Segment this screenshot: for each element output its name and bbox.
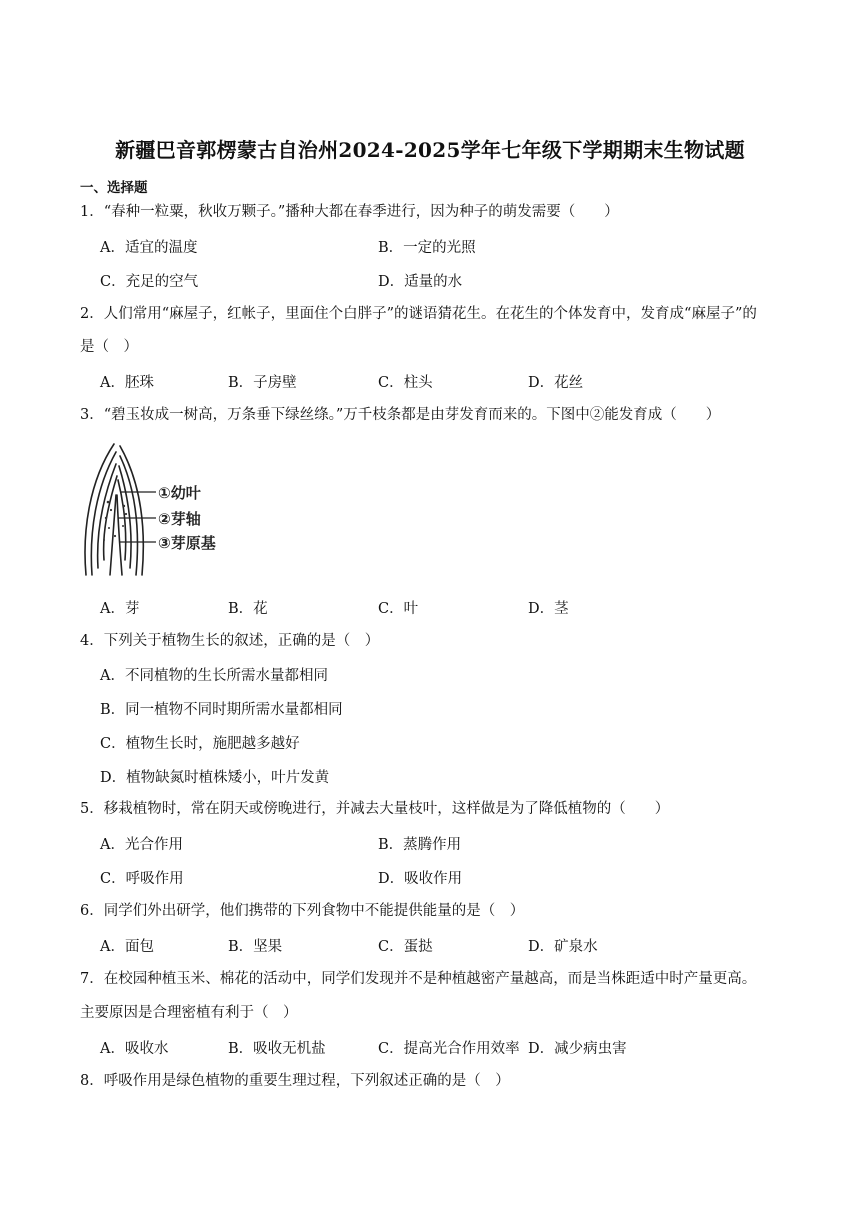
question-6-option-c: C．蛋挞 <box>378 939 433 955</box>
question-6-option-a: A．面包 <box>100 939 154 955</box>
question-2-stem-line1: 2．人们常用“麻屋子，红帐子，里面住个白胖子”的谜语猜花生。在花生的个体发育中，发育成“麻屋子”的 <box>80 306 757 322</box>
question-2-stem-line2: 是（ ） <box>80 339 138 355</box>
question-8-stem: 8．呼吸作用是绿色植物的重要生理过程，下列叙述正确的是（ ） <box>80 1073 510 1089</box>
page-title: 新疆巴音郭楞蒙古自治州2024-2025学年七年级下学期期末生物试题 <box>115 138 745 162</box>
question-7-option-a: A．吸收水 <box>100 1041 169 1057</box>
question-2-option-c: C．柱头 <box>378 375 433 391</box>
question-3-option-c: C．叶 <box>378 601 419 617</box>
question-6-option-b: B．坚果 <box>228 939 283 955</box>
question-7-option-d: D．减少病虫害 <box>528 1041 627 1057</box>
question-4-option-c: C．植物生长时，施肥越多越好 <box>100 736 300 752</box>
question-1-option-d: D．适量的水 <box>378 274 463 290</box>
bud-label-bud-axis: ②芽轴 <box>158 510 201 528</box>
section-heading: 一、选择题 <box>80 180 148 196</box>
question-3-option-a: A．芽 <box>100 601 140 617</box>
question-7-stem-line1: 7．在校园种植玉米、棉花的活动中，同学们发现并不是种植越密产量越高，而是当株距适中时产量更高。 <box>80 971 757 987</box>
question-5-option-a: A．光合作用 <box>100 837 183 853</box>
question-4-option-b: B．同一植物不同时期所需水量都相同 <box>100 702 343 718</box>
question-2-option-d: D．花丝 <box>528 375 584 391</box>
question-3-option-d: D．茎 <box>528 601 569 617</box>
bud-label-young-leaf: ①幼叶 <box>158 484 201 502</box>
question-3-option-b: B．花 <box>228 601 268 617</box>
question-7-option-c: C．提高光合作用效率 <box>378 1041 520 1057</box>
question-4-option-d: D．植物缺氮时植株矮小，叶片发黄 <box>100 770 330 786</box>
question-3-stem: 3．“碧玉妆成一树高，万条垂下绿丝绦。”万千枝条都是由芽发育而来的。下图中②能发育成（ ） <box>80 407 721 423</box>
question-5-stem: 5．移栽植物时，常在阴天或傍晚进行，并减去大量枝叶，这样做是为了降低植物的（ ） <box>80 801 670 817</box>
question-1-option-b: B．一定的光照 <box>378 240 476 256</box>
question-7-option-b: B．吸收无机盐 <box>228 1041 326 1057</box>
question-6-stem: 6．同学们外出研学，他们携带的下列食物中不能提供能量的是（ ） <box>80 903 525 919</box>
question-1-stem: 1．“春种一粒粟，秋收万颗子。”播种大都在春季进行，因为种子的萌发需要（ ） <box>80 204 619 220</box>
question-5-option-d: D．吸收作用 <box>378 871 463 887</box>
question-6-option-d: D．矿泉水 <box>528 939 598 955</box>
question-2-option-b: B．子房壁 <box>228 375 297 391</box>
question-4-option-a: A．不同植物的生长所需水量都相同 <box>100 668 328 684</box>
question-4-stem: 4．下列关于植物生长的叙述，正确的是（ ） <box>80 633 380 649</box>
question-2-option-a: A．胚珠 <box>100 375 154 391</box>
bud-label-bud-primordium: ③芽原基 <box>158 534 216 552</box>
bud-diagram <box>80 440 245 580</box>
question-5-option-c: C．呼吸作用 <box>100 871 184 887</box>
question-1-option-a: A．适宜的温度 <box>100 240 198 256</box>
question-7-stem-line2: 主要原因是合理密植有利于（ ） <box>80 1005 298 1021</box>
question-5-option-b: B．蒸腾作用 <box>378 837 462 853</box>
question-1-option-c: C．充足的空气 <box>100 274 199 290</box>
